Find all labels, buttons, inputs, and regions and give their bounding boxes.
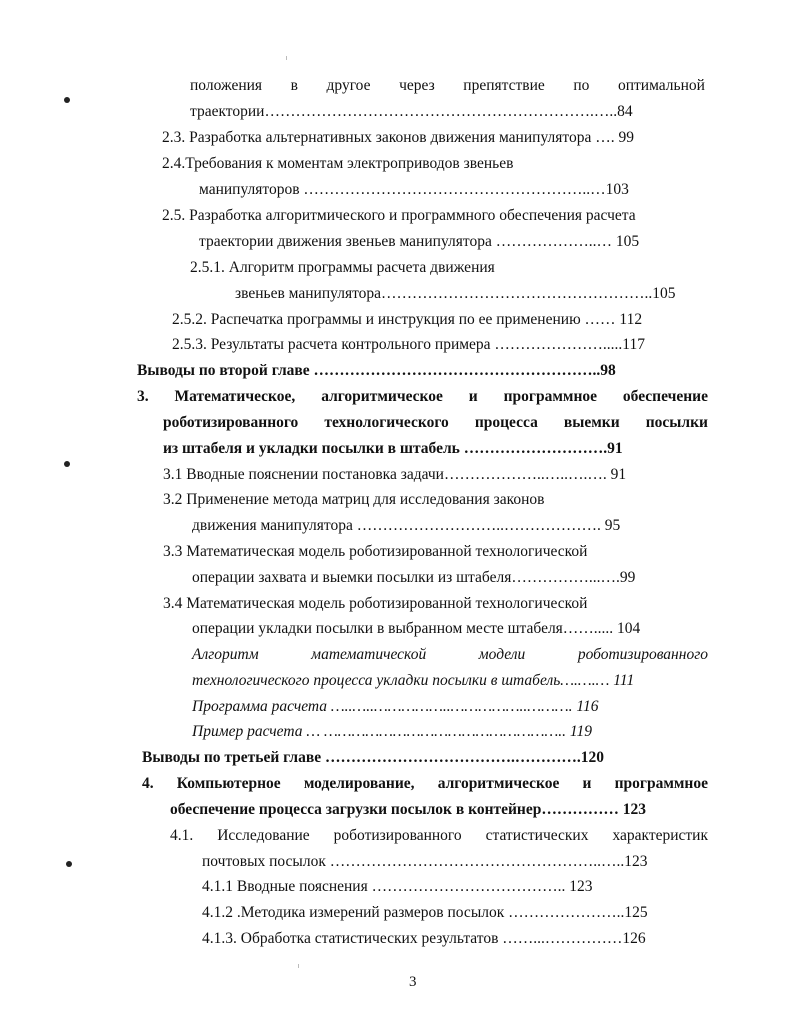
toc-line: положения в другое через препятствие по оптимальной: [190, 77, 705, 94]
toc-entry-2-3: 2.3. Разработка альтернативных законов движения манипулятора …. 99: [162, 129, 634, 146]
toc-entry-4-1: 4.1. Исследование роботизированного статистических характеристик: [170, 827, 708, 844]
toc-entry-2-5-1: 2.5.1. Алгоритм программы расчета движения: [190, 259, 495, 276]
scan-dot: [64, 461, 70, 467]
toc-entry-2-5-2: 2.5.2. Распечатка программы и инструкция по ее применению …… 112: [172, 311, 643, 328]
toc-line: почтовых посылок ……………………………………………..…..123: [202, 853, 648, 870]
scan-dot: [66, 861, 72, 867]
toc-line: траектории движения звеньев манипулятора ………………..… 105: [199, 233, 640, 250]
toc-line: операции захвата и выемки посылки из штабеля……………...….99: [192, 569, 636, 586]
toc-line: роботизированного технологического процесса выемки посылки: [163, 414, 708, 431]
toc-entry-2-5-3: 2.5.3. Результаты расчета контрольного примера ………………….....117: [172, 336, 645, 353]
scan-mark: [298, 964, 299, 968]
toc-entry-3-1: 3.1 Вводные пояснении постановка задачи………………..…..….…. 91: [163, 466, 627, 483]
toc-line: манипуляторов ………………………………………………..…103: [199, 181, 629, 198]
toc-line: обеспечение процесса загрузки посылок в контейнер…………… 123: [170, 801, 646, 818]
toc-entry-3-4: 3.4 Математическая модель роботизированной технологической: [163, 595, 588, 612]
toc-entry-chapter-4: 4. Компьютерное моделирование, алгоритмическое и программное: [142, 775, 708, 792]
toc-line: движения манипулятора ………………………..………………. 95: [192, 517, 621, 534]
toc-entry-4-1-2: 4.1.2 .Методика измерений размеров посылок …………………..125: [202, 904, 648, 921]
toc-entry-4-1-1: 4.1.1 Вводные пояснения ……………………………….. 123: [202, 878, 593, 895]
toc-entry-chapter2-conclusions: Выводы по второй главе ………………………………………………..98: [137, 362, 616, 379]
toc-line: звеньев манипулятора……………………………………………..105: [235, 285, 676, 302]
toc-entry-chapter3-conclusions: Выводы по третьей главе ……………………………….………….120: [142, 749, 605, 766]
toc-entry-3-2: 3.2 Применение метода матриц для исследования законов: [163, 491, 545, 508]
toc-line: из штабеля и укладки посылки в штабель ……………………….91: [163, 440, 623, 457]
toc-entry-2-5: 2.5. Разработка алгоритмического и программного обеспечения расчета: [162, 207, 636, 224]
toc-entry-4-1-3: 4.1.3. Обработка статистических результатов ……...……………126: [202, 930, 646, 947]
toc-line: траектории……………………………………………………….…..84: [190, 103, 633, 120]
toc-entry-2-4: 2.4.Требования к моментам электроприводов звеньев: [162, 155, 514, 172]
scan-dot: [64, 97, 70, 103]
toc-entry-algorithm: Алгоритм математической модели роботизированного: [192, 646, 708, 663]
toc-line: технологического процесса укладки посылки в штабель….….… 111: [192, 672, 635, 689]
toc-entry-chapter-3: 3. Математическое, алгоритмическое и программное обеспечение: [137, 388, 708, 405]
toc-entry-3-3: 3.3 Математическая модель роботизированной технологической: [163, 543, 588, 560]
page-number: 3: [409, 974, 417, 990]
toc-line: операции укладки посылки в выбранном месте штабеля……..... 104: [192, 620, 641, 637]
toc-entry-program: Программа расчета …..…..……………..……………..………. 116: [192, 698, 599, 715]
scan-mark: [286, 56, 287, 60]
toc-entry-example: Пример расчета … …………………………………………….. 119: [192, 723, 593, 740]
